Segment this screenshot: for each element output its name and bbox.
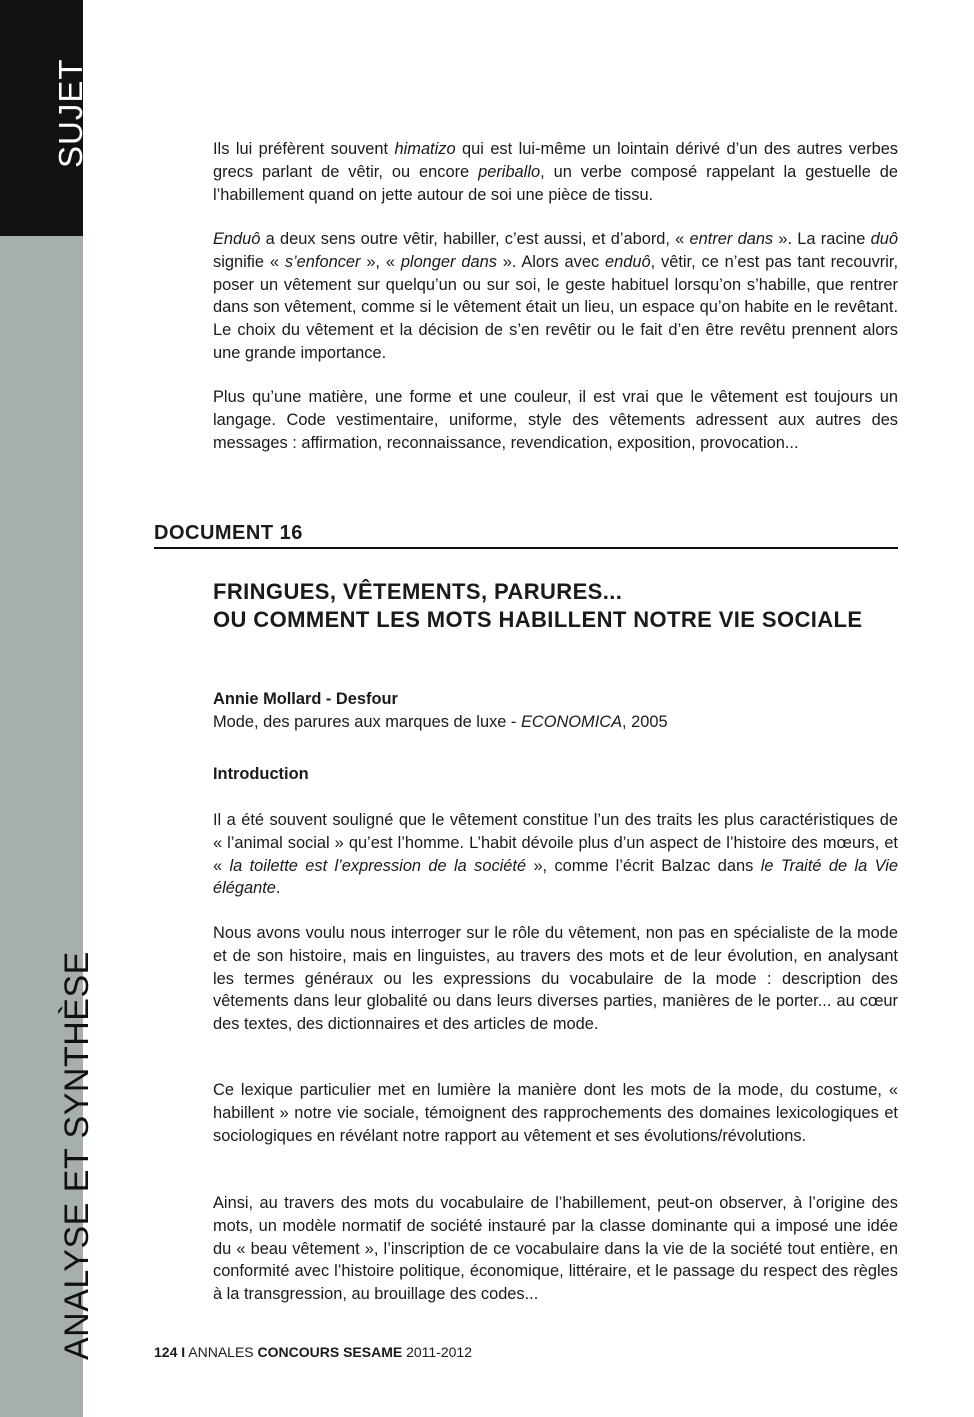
footer-separator: I — [181, 1344, 186, 1360]
text-run: Mode, des parures aux marques de luxe - — [213, 713, 521, 731]
text-run: », « — [360, 252, 401, 271]
section-label-analyse: ANALYSE ET SYNTHÈSE — [58, 951, 96, 1360]
text-run: », comme l’écrit Balzac dans — [526, 856, 761, 875]
text-run: Il a été souvent souligné que le vêtement constitue l’un des traits les plus caractéristiques de « l’animal social » qu’est l’homme. L’habit dévoile plus d’un aspect de l’histoire des mœurs, et « — [213, 811, 898, 875]
italic-text-run: enduô — [605, 252, 651, 271]
italic-text-run: la toilette est l’expression de la société — [229, 856, 527, 875]
paragraph-body-4 — [213, 1192, 898, 1306]
italic-text-run: plonger dans — [400, 252, 497, 271]
page-footer — [154, 1344, 472, 1360]
paragraph-body-3 — [213, 1079, 898, 1147]
text-run: Nous avons voulu nous interroger sur le rôle du vêtement, non pas en spécialiste de la mode et de son histoire, mais en linguistes, au travers des mots et de leur évolution, en analysant les termes généraux ou les expressions du vocabulaire de la mode : description des vêtements dans leur globalité ou dans leurs diverses parties, manières de le porter... au cœur des textes, des dictionnaires et des articles de mode. — [213, 924, 898, 1034]
text-run: Plus qu’une matière, une forme et une couleur, il est vrai que le vêtement est toujours un langage. Code vestimentaire, uniforme, style des vêtements adressent aux autres des messages : affirmation, reconnaissance, revendication, exposition, provocation... — [213, 388, 898, 452]
text-run: , 2005 — [622, 713, 668, 731]
page-number: 124 — [154, 1344, 178, 1360]
italic-text-run: himatizo — [394, 140, 456, 158]
text-run: Ainsi, au travers des mots du vocabulaire de l’habillement, peut-on observer, à l’origine des mots, un modèle normatif de société instauré par la classe dominante qui a imposé une idée du « beau vêtement », l’inscription de ce vocabulaire dans la vie de la société tout entière, en conformité avec l’histoire politique, économique, littéraire, et le passage du respect des règles à la transgression, au brouillage des codes... — [213, 1194, 898, 1304]
text-run: , un verbe composé rappelant la gestuelle de l’habillement quand on jette autour de soi une pièce de tissu. — [213, 162, 898, 204]
source-reference — [213, 713, 668, 732]
text-run: signifie « — [213, 252, 285, 271]
text-run: . — [275, 879, 281, 898]
italic-text-run: duô — [870, 230, 898, 248]
paragraph-top-1 — [213, 138, 898, 206]
text-run: qui est lui-même un lointain dérivé d’un des autres verbes grecs parlant de vêtir, ou encore — [213, 140, 899, 181]
italic-text-run: entrer dans — [689, 230, 774, 248]
footer-concours: CONCOURS SESAME — [257, 1344, 403, 1360]
text-run: a deux sens outre vêtir, habiller, c’est aussi, et d’abord, « — [260, 230, 690, 248]
author-name: Annie Mollard - Desfour — [213, 690, 398, 708]
text-run: , vêtir, ce n’est pas tant recouvrir, poser un vêtement sur quelqu’un ou sur soi, le geste habituel lorsqu’on s’habille, que rentrer dans son vêtement, comme si le vêtement était un lieu, un espace qu’on habite en le revêtant. Le choix du vêtement et la décision de s’en revêtir ou le fait d’en être revêtu prennent alors une grande importance. — [213, 252, 898, 362]
italic-text-run: periballo — [478, 162, 541, 181]
footer-annales: ANNALES — [188, 1344, 254, 1360]
document-heading: DOCUMENT 16 — [154, 522, 898, 549]
section-heading: Introduction — [213, 765, 309, 783]
section-label-sujet: SUJET — [52, 58, 89, 168]
text-run: Ce lexique particulier met en lumière la manière dont les mots de la mode, du costume, « habillent » notre vie sociale, témoignent des rapprochements des domaines lexicologiques et sociologiques en révélant notre rapport au vêtement et ses évolutions/révolutions. — [213, 1081, 898, 1145]
paragraph-top-3 — [213, 386, 898, 454]
title-line-2: OU COMMENT LES MOTS HABILLENT NOTRE VIE SOCIALE — [213, 607, 863, 632]
text-run: ». La racine — [773, 230, 871, 248]
text-run: ». Alors avec — [496, 252, 606, 271]
italic-text-run: ECONOMICA — [520, 713, 623, 731]
paragraph-body-1 — [213, 809, 898, 900]
title-line-1: FRINGUES, VÊTEMENTS, PARURES... — [213, 579, 623, 604]
italic-text-run: s’enfoncer — [284, 252, 361, 271]
paragraph-body-2 — [213, 922, 898, 1036]
text-run: Ils lui préfèrent souvent — [213, 140, 395, 158]
footer-years: 2011-2012 — [406, 1344, 473, 1360]
paragraph-top-2 — [213, 228, 898, 365]
italic-text-run: le Traité de la Vie élégante — [213, 856, 898, 898]
document-title — [213, 578, 903, 634]
italic-text-run: Enduô — [213, 230, 261, 248]
